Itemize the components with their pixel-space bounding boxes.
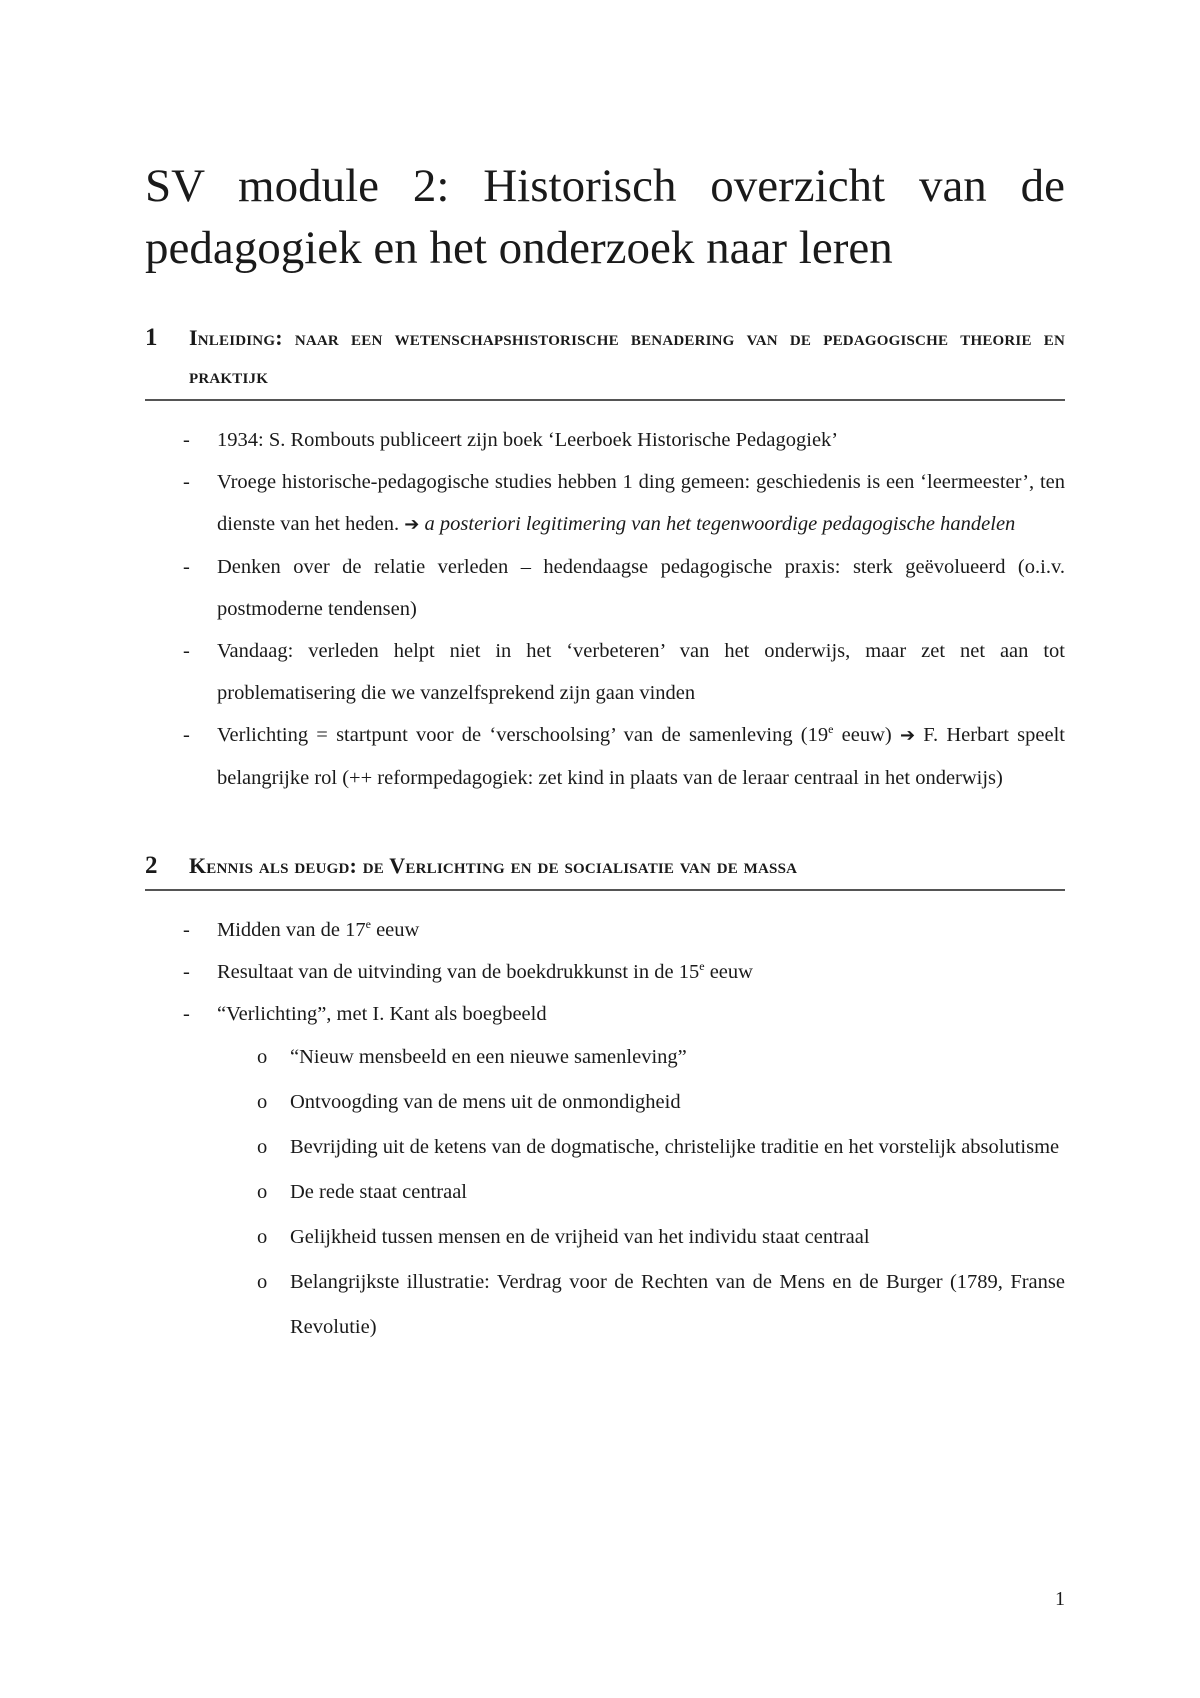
sub-list-item: o Bevrijding uit de ketens van de dogmatische, christelijke traditie en het vorstelijk absolutisme [145, 1125, 1065, 1170]
arrow-icon: ➔ [899, 725, 916, 746]
arrow-icon: ➔ [404, 514, 420, 535]
list-item: - Verlichting = startpunt voor de ‘verschoolsing’ van de samenleving (19e eeuw) ➔ F. Herbart speelt belangrijke rol (++ reformpedagogiek: zet kind in plaats van de leraar centraal in het onderwijs) [145, 714, 1065, 799]
dash-bullet: - [183, 429, 190, 451]
section-title: Inleiding: naar een wetenschapshistorische benadering van de pedagogische theorie en praktijk [189, 325, 1065, 388]
dash-bullet: - [183, 961, 190, 983]
list-item: - Resultaat van de uitvinding van de boekdrukkunst in de 15e eeuw [145, 951, 1065, 993]
emphasis-text: a posteriori legitimering van het tegenwoordige pedagogische handelen [424, 513, 1016, 535]
sub-list-item: o Belangrijkste illustratie: Verdrag voor de Rechten van de Mens en de Burger (1789, Franse Revolutie) [145, 1260, 1065, 1350]
list-item: - Midden van de 17e eeuw [145, 909, 1065, 951]
bullet-list [145, 419, 1065, 799]
list-item: - Denken over de relatie verleden – hedendaagse pedagogische praxis: sterk geëvolueerd (o.i.v. postmoderne tendensen) [145, 546, 1065, 630]
document-page [145, 155, 1065, 1350]
circle-bullet: o [257, 1091, 268, 1113]
circle-bullet: o [257, 1046, 268, 1068]
list-item: - Vandaag: verleden helpt niet in het ‘verbeteren’ van het onderwijs, maar zet net aan tot problematisering die we vanzelfsprekend zijn gaan vinden [145, 630, 1065, 714]
sub-bullet-list [145, 1035, 1065, 1350]
document-title: SV module 2: Historisch overzicht van de pedagogiek en het onderzoek naar leren [145, 160, 1065, 274]
dash-bullet: - [183, 724, 190, 746]
section-title: Kennis als deugd: de Verlichting en de socialisatie van de massa [189, 853, 798, 878]
sub-list-item: o Gelijkheid tussen mensen en de vrijheid van het individu staat centraal [145, 1215, 1065, 1260]
section-number: 2 [145, 852, 158, 879]
sub-list-item: o Ontvoogding van de mens uit de onmondigheid [145, 1080, 1065, 1125]
sub-list-item: o De rede staat centraal [145, 1170, 1065, 1215]
circle-bullet: o [257, 1271, 268, 1293]
bullet-list [145, 909, 1065, 1350]
dash-bullet: - [183, 1003, 190, 1025]
list-item: - Vroege historische-pedagogische studies hebben 1 ding gemeen: geschiedenis is een ‘leermeester’, ten dienste van het heden. ➔ a posteriori legitimering van het tegenwoordige pedagogische handelen [145, 461, 1065, 546]
section-number: 1 [145, 324, 158, 351]
dash-bullet: - [183, 471, 190, 493]
section-heading [145, 847, 1065, 891]
sub-list-item: o “Nieuw mensbeeld en een nieuwe samenleving” [145, 1035, 1065, 1080]
circle-bullet: o [257, 1181, 268, 1203]
page-number: 1 [1055, 1588, 1065, 1610]
circle-bullet: o [257, 1226, 268, 1248]
list-item: - 1934: S. Rombouts publiceert zijn boek ‘Leerboek Historische Pedagogiek’ [145, 419, 1065, 461]
list-item: - “Verlichting”, met I. Kant als boegbeeld o “Nieuw mensbeeld en een nieuwe samenleving” o Ontvoogding van de mens uit de onmondigheid o Bevrijding uit de ketens van de dogmatische, christelijke traditie en het vorstelijk absolutisme o De rede staat centraal o Gelijkheid tussen mensen en de vrijheid van het individu staat centraal o Belangrijkste illustratie: Verdrag voor de Rechten van de Mens en de Burger (1789, Franse Revolutie) [145, 993, 1065, 1350]
dash-bullet: - [183, 919, 190, 941]
section-1 [145, 319, 1065, 799]
dash-bullet: - [183, 640, 190, 662]
section-2 [145, 847, 1065, 1350]
section-heading [145, 319, 1065, 401]
circle-bullet: o [257, 1136, 268, 1158]
dash-bullet: - [183, 556, 190, 578]
